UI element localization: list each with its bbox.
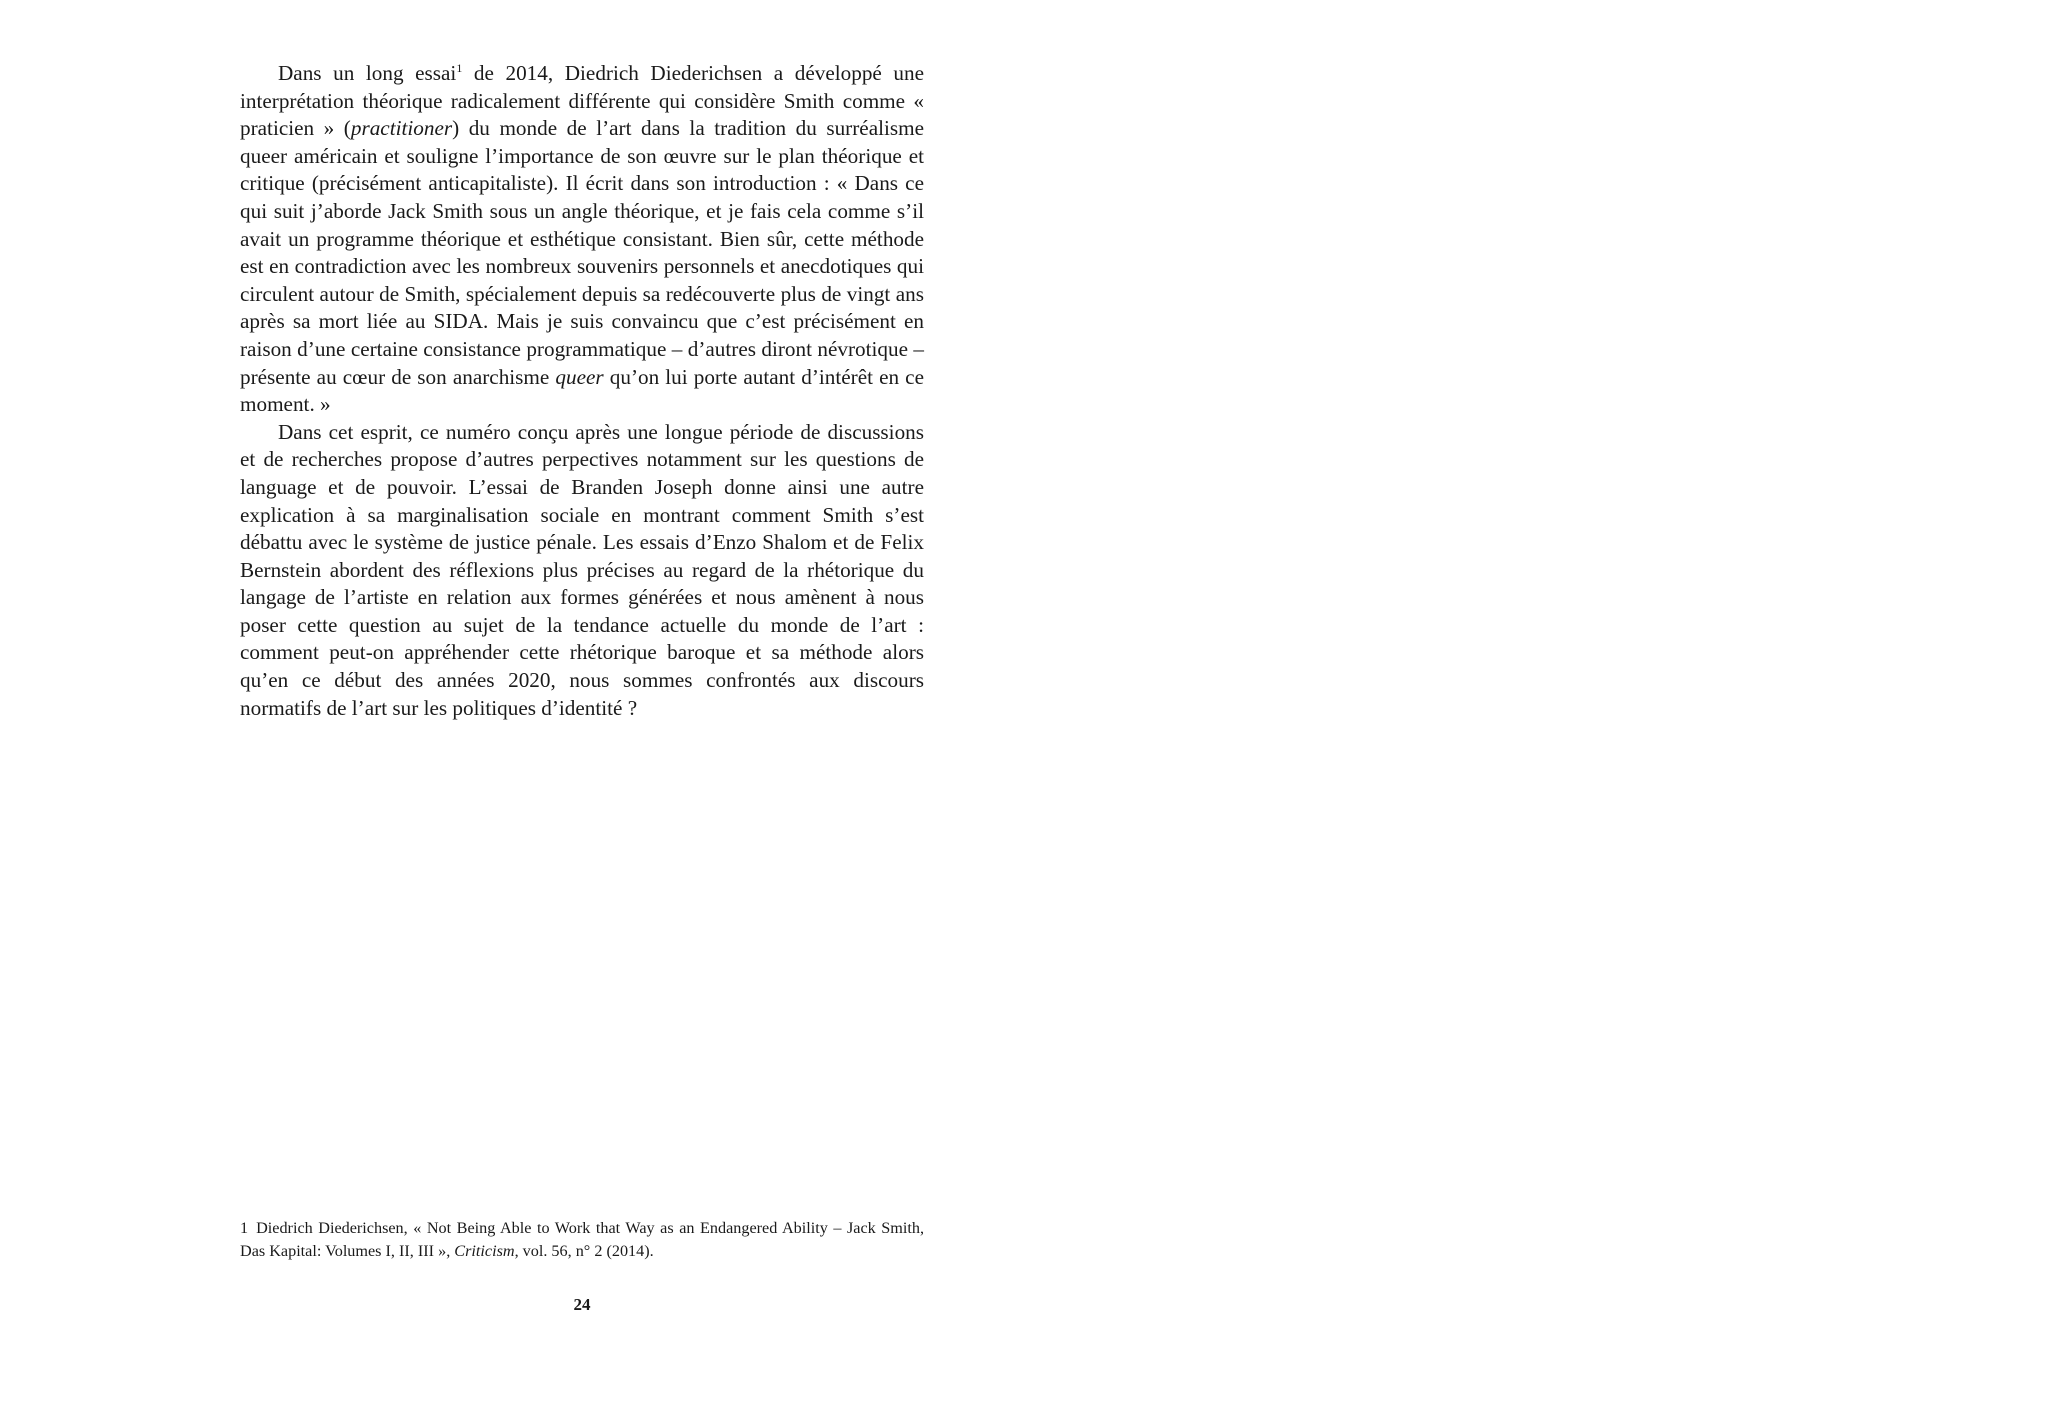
paragraph-1: [240, 60, 924, 419]
text-run: qu’on lui porte autant d’intérêt en ce moment. »: [240, 364, 924, 417]
text-run: Dans cet esprit, ce numéro conçu après une longue période de discussions et de recherches propose d’autres perpectives notamment sur les questions de language et de pouvoir. L’essai de Branden Joseph donne ainsi une autre explication à sa marginalisation sociale en montrant comment Smith s’est débattu avec le système de justice pénale. Les essais d’Enzo Shalom et de Felix Bernstein abordent des réflexions plus précises au regard de la rhétorique du langage de l’artiste en relation aux formes générées et nous amènent à nous poser cette question au sujet de la tendance actuelle du monde de l’art : comment peut-on appréhender cette rhétorique baroque et sa méthode alors qu’en ce début des années 2020, nous sommes confrontés aux discours normatifs de l’art sur les politiques d’identité ?: [240, 419, 924, 720]
page-number: 24: [573, 1295, 591, 1314]
text-run: Dans un long essai: [278, 61, 457, 85]
paragraph-2: [240, 419, 924, 723]
footnote-reference: 1: [456, 61, 463, 75]
footnote: [240, 1217, 924, 1262]
text-run: Diedrich Diederichsen, « Not Being Able to Work that Way as an Endangered Ability – Jack Smith, Das Kapital: Volumes I, II, III »,: [240, 1219, 924, 1260]
italic-text: queer: [555, 364, 604, 389]
text-run: ) du monde de l’art dans la tradition du surréalisme queer américain et souligne l’importance de son œuvre sur le plan théorique et critique (précisément anticapitaliste). Il écrit dans son introduction : « Dans ce qui suit j’aborde Jack Smith sous un angle théorique, et je fais cela comme s’il avait un programme théorique et esthétique consistant. Bien sûr, cette méthode est en contradiction avec les nombreux souvenirs personnels et anecdotiques qui circulent autour de Smith, spécialement depuis sa redécouverte plus de vingt ans après sa mort liée au SIDA. Mais je suis convaincu que c’est précisément en raison d’une certaine consistance programmatique – d’autres diront névrotique – présente au cœur de son anarchisme: [240, 116, 925, 389]
body-text: [240, 60, 924, 722]
text-run: , vol. 56, n° 2 (2014).: [514, 1241, 654, 1260]
italic-text: Criticism: [454, 1241, 515, 1260]
footnote-number: 1: [240, 1219, 249, 1237]
italic-text: practitioner: [350, 116, 453, 141]
text-run: de 2014, Diedrich Diederichsen a développé une interprétation théorique radicalement différente qui considère Smith comme « praticien » (: [240, 61, 924, 141]
footnote-text: [240, 1219, 924, 1260]
